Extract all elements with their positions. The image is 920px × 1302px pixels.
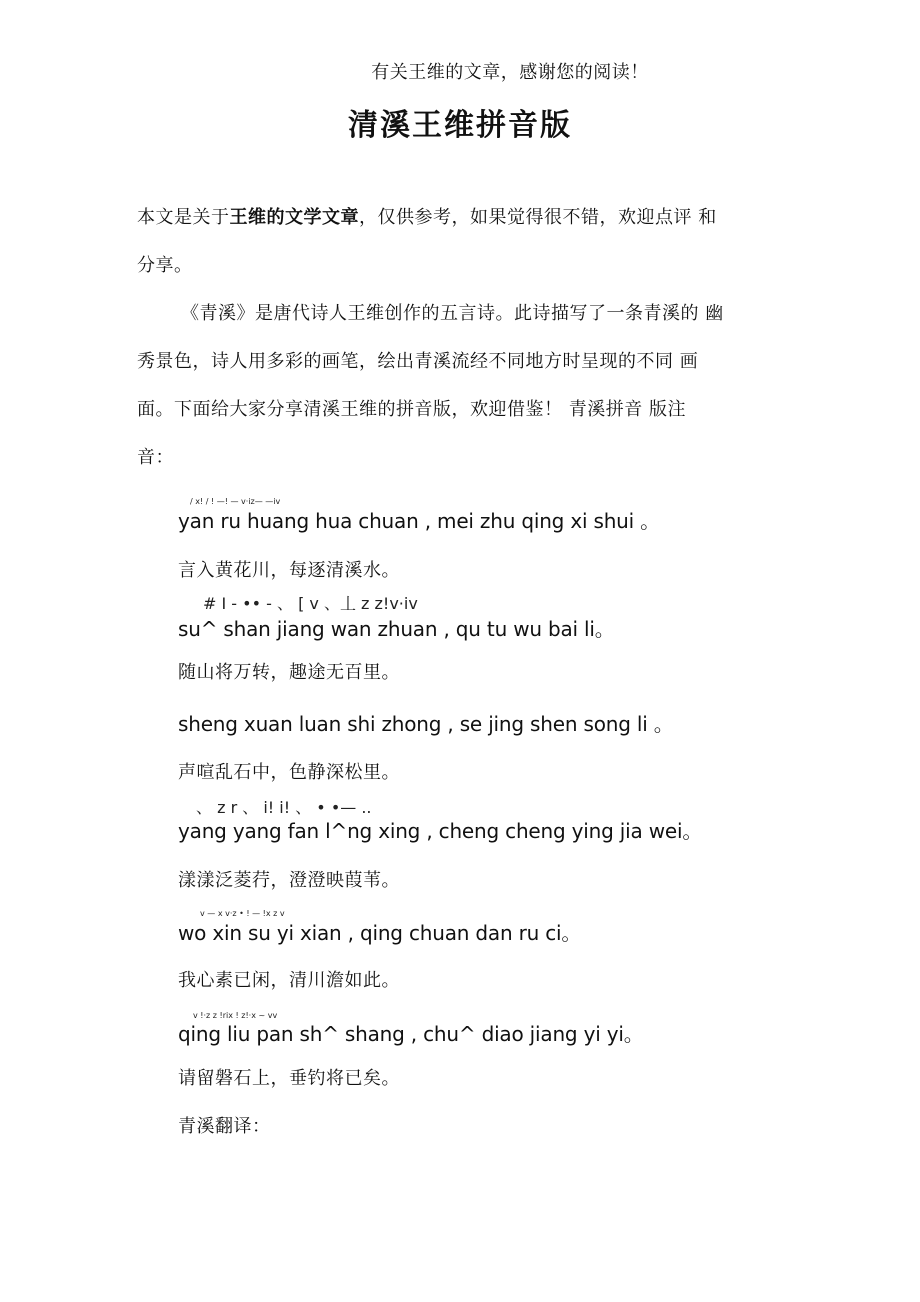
header-note: 有关王维的文章，感谢您的阅读！ (371, 62, 649, 83)
intro-paragraph (137, 194, 787, 290)
pinyin-line: sheng xuan luan shi zhong , se jing shen song li 。 (178, 712, 674, 736)
pinyin-line: yang yang fan l^ng xing , cheng cheng ying jia wei。 (178, 819, 703, 843)
description-line-1: 《青溪》是唐代诗人王维创作的五言诗。此诗描写了一条青溪的 幽 (181, 303, 724, 324)
description-line-4: 音： (137, 447, 174, 468)
hanzi-line: 漾漾泛菱荇，澄澄映葭苇。 (178, 870, 400, 891)
description-line-2: 秀景色，诗人用多彩的画笔，绘出青溪流经不同地方时呈现的不同 画 (137, 351, 699, 372)
tone-marks: v !·z z !rix ! z!·x ~ vv (193, 1011, 278, 1020)
description-paragraph (137, 290, 787, 482)
tone-marks: v — x v·z • ! — !x z v (200, 909, 285, 918)
page-title: 清溪王维拼音版 (348, 108, 572, 143)
intro-text-after: ，仅供参考，如果觉得很不错，欢迎点评 和 (359, 207, 717, 228)
hanzi-line: 我心素已闲，清川澹如此。 (178, 970, 400, 991)
intro-text-line2: 分享。 (137, 255, 193, 276)
hanzi-line: 随山将万转，趣途无百里。 (178, 662, 400, 683)
intro-bold-text: 王维的文学文章 (229, 207, 359, 228)
intro-text-before: 本文是关于 (137, 207, 230, 228)
pinyin-line: qing liu pan sh^ shang , chu^ diao jiang yi yi。 (178, 1022, 644, 1046)
pinyin-line: yan ru huang hua chuan , mei zhu qing xi shui 。 (178, 509, 660, 533)
tone-marks: 、 z r 、 i! i! 、 • •— .. (196, 798, 372, 817)
pinyin-line: su^ shan jiang wan zhuan , qu tu wu bai li。 (178, 617, 615, 641)
description-line-3: 面。下面给大家分享清溪王维的拼音版，欢迎借鉴！ 青溪拼音 版注 (137, 399, 686, 420)
translation-heading: 青溪翻译： (178, 1116, 271, 1137)
tone-marks: / x! / ! —! — v·iz— —iv (190, 497, 281, 506)
hanzi-line: 声喧乱石中，色静深松里。 (178, 762, 400, 783)
tone-marks: # I - •• - 、 [ v 、丄 z z!v·iv (203, 594, 418, 613)
hanzi-line: 请留磐石上，垂钓将已矣。 (178, 1068, 400, 1089)
pinyin-line: wo xin su yi xian , qing chuan dan ru ci。 (178, 921, 582, 945)
hanzi-line: 言入黄花川，每逐清溪水。 (178, 560, 400, 581)
